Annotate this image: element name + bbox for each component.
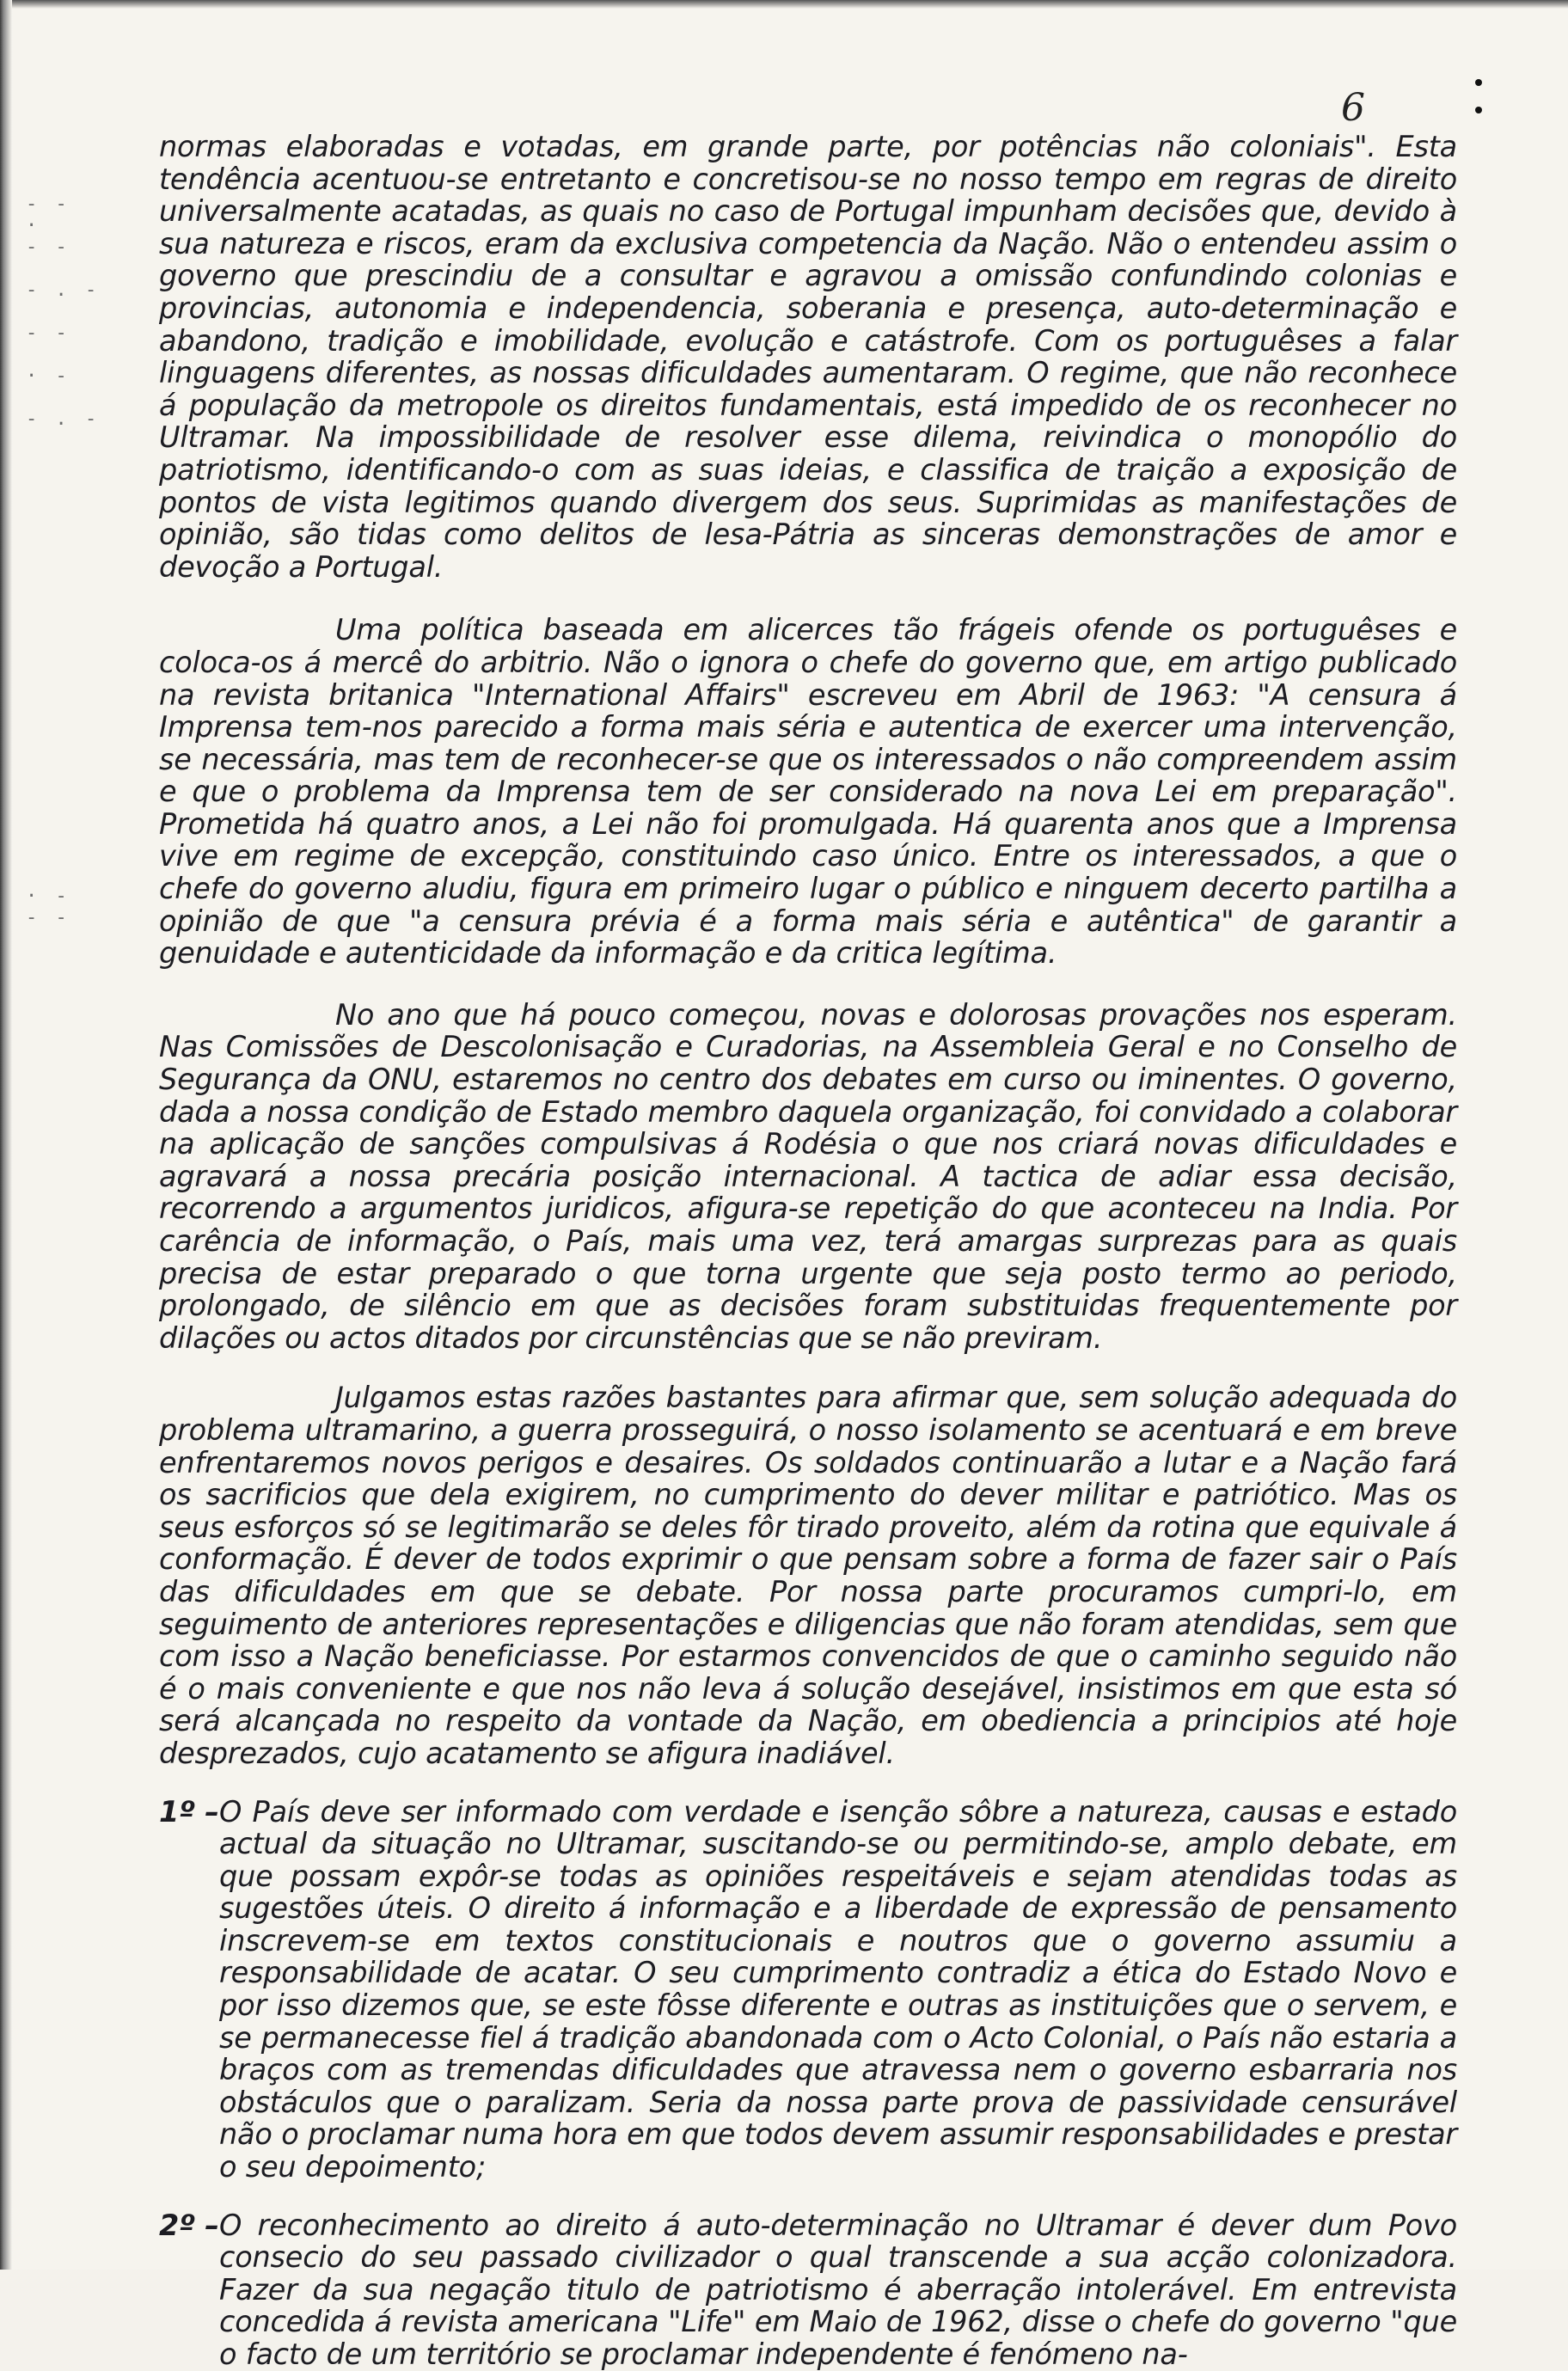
- document-body: [159, 131, 1457, 2371]
- margin-dot: [1475, 79, 1482, 86]
- item-text: O País deve ser informado com verdade e isenção sôbre a natureza, causas e estado actual da situação no Ultramar, suscitando-se ou permitindo-se, amplo debate, em que possam expôr-se todas as opiniões respeitáveis e sejam atendidas todas as sugestões úteis. O direito á informação e a liberdade de expressão de pensamento inscrevem-se em textos constitucionais e noutros que o governo assumiu a responsabilidade de acatar. O seu cumprimento contradiz a ética do Estado Novo e por isso dizemos que, se este fôsse diferente e outras as instituições que o servem, e se permanecesse fiel á tradição abandonada com o Acto Colonial, o País não estaria a braços com as tremendas dificuldades que atravessa nem o governo esbarraria nos obstáculos que o paralizam. Seria da nossa parte prova de passividade censurável não o proclamar numa hora em que todos devem assumir responsabilidades e prestar o seu depoimento;: [219, 1794, 1457, 2184]
- item-marker: 1º –: [159, 1794, 219, 1829]
- item-text: O reconhecimento ao direito á auto-determinação no Ultramar é dever dum Povo consecio do seu passado civilizador o qual transcende a sua acção colonizadora. Fazer da sua negação titulo de patriotismo é aberração intolerável. Em entrevista concedida á revista americana "Life" em Maio de 1962, disse o chefe do governo "que o facto de um território se proclamar independente é fenómeno na-: [219, 2208, 1457, 2371]
- numbered-item: [159, 1796, 1457, 2184]
- paragraph: No ano que há pouco começou, novas e dolorosas provações nos esperam. Nas Comissões de Descolonisação e Curadorias, na Assembleia Geral e no Conselho de Segurança da ONU, estaremos no centro dos debates em curso ou iminentes. O governo, dada a nossa condição de Estado membro daquela organização, foi convidado a colaborar na aplicação de sanções compulsivas á Rodésia o que nos criará novas dificuldades e agravará a nossa precária posição internacional. A tactica de adiar essa decisão, recorrendo a argumentos juridicos, afigura-se repetição do que aconteceu na India. Por carência de informação, o País, mais uma vez, terá amargas surprezas para as quais precisa de estar preparado o que torna urgente que seja posto termo ao periodo, prolongado, de silêncio em que as decisões foram substituidas frequentemente por dilações ou actos ditados por circunstências que se não previram.: [159, 997, 1457, 1355]
- paragraph: Julgamos estas razões bastantes para afirmar que, sem solução adequada do problema ultramarino, a guerra prosseguirá, o nosso isolamento se acentuará e em breve enfrentaremos novos perigos e desaires. Os soldados continuarão a lutar e a Nação fará os sacrificios que dela exigirem, no cumprimento do dever militar e patriótico. Mas os seus esforços só se legitimarão se deles fôr tirado proveito, além da rotina que equivale á conformação. É dever de todos exprimir o que pensam sobre a forma de fazer sair o País das dificuldades em que se debate. Por nossa parte procuramos cumpri-lo, em seguimento de anteriores representações e diligencias que não foram atendidas, sem que com isso a Nação beneficiasse. Por estarmos convencidos de que o caminho seguido não é o mais conveniente e que nos não leva á solução desejável, insistimos em que esta só será alcançada no respeito da vontade da Nação, em obediencia a principios até hoje desprezados, cujo acatamento se afigura inadiável.: [159, 1381, 1457, 1770]
- scan-edge-top: [0, 0, 1568, 9]
- numbered-item: [159, 2209, 1457, 2371]
- margin-dot: [1475, 107, 1482, 113]
- scan-edge-left: [0, 0, 12, 2270]
- margin-marks: - - · - - - . - - - · - - . -: [26, 193, 101, 430]
- paragraph: normas elaboradas e votadas, em grande parte, por potências não coloniais". Esta tendência acentuou-se entretanto e concretisou-se no nosso tempo em regras de direito universalmente acatadas, as quais no caso de Portugal impunham decisões que, devido à sua natureza e riscos, eram da exclusiva competencia da Nação. Não o entendeu assim o governo que prescindiu de a consultar e agravou a omissão confundindo colonias e provincias, autonomia e independencia, soberania e presença, auto-determinação e abandono, tradição e imobilidade, evolução e catástrofe. Com os portuguêses a falar linguagens diferentes, as nossas dificuldades aumentaram. O regime, que não reconhece á população da metropole os direitos fundamentais, está impedido de os reconhecer no Ultramar. Na impossibilidade de resolver esse dilema, reivindica o monopólio do patriotismo, identificando-o com as suas ideias, e classifica de traição a exposição de pontos de vista legitimos quando divergem dos seus. Suprimidas as manifestações de opinião, são tidas como delitos de lesa-Pátria as sinceras demonstrações de amor e devoção a Portugal.: [159, 130, 1457, 584]
- margin-marks: · - - -: [26, 885, 70, 928]
- page-number: 6: [1341, 86, 1365, 130]
- paragraph: Uma política baseada em alicerces tão frágeis ofende os portuguêses e coloca-os á mercê do arbitrio. Não o ignora o chefe do governo que, em artigo publicado na revista britanica "International Affairs" escreveu em Abril de 1963: "A censura á Imprensa tem-nos parecido a forma mais séria e autentica de exercer uma intervenção, se necessária, mas tem de reconhecer-se que os interessados o não compreendem assim e que o problema da Imprensa tem de ser considerado na nova Lei em preparação". Prometida há quatro anos, a Lei não foi promulgada. Há quarenta anos que a Imprensa vive em regime de excepção, constituindo caso único. Entre os interessados, a que o chefe do governo aludiu, figura em primeiro lugar o público e ninguem decerto partilha a opinião de que "a censura prévia é a forma mais séria e autêntica" de garantir a genuidade e autenticidade da informação e da critica legítima.: [159, 613, 1457, 971]
- item-marker: 2º –: [159, 2208, 219, 2242]
